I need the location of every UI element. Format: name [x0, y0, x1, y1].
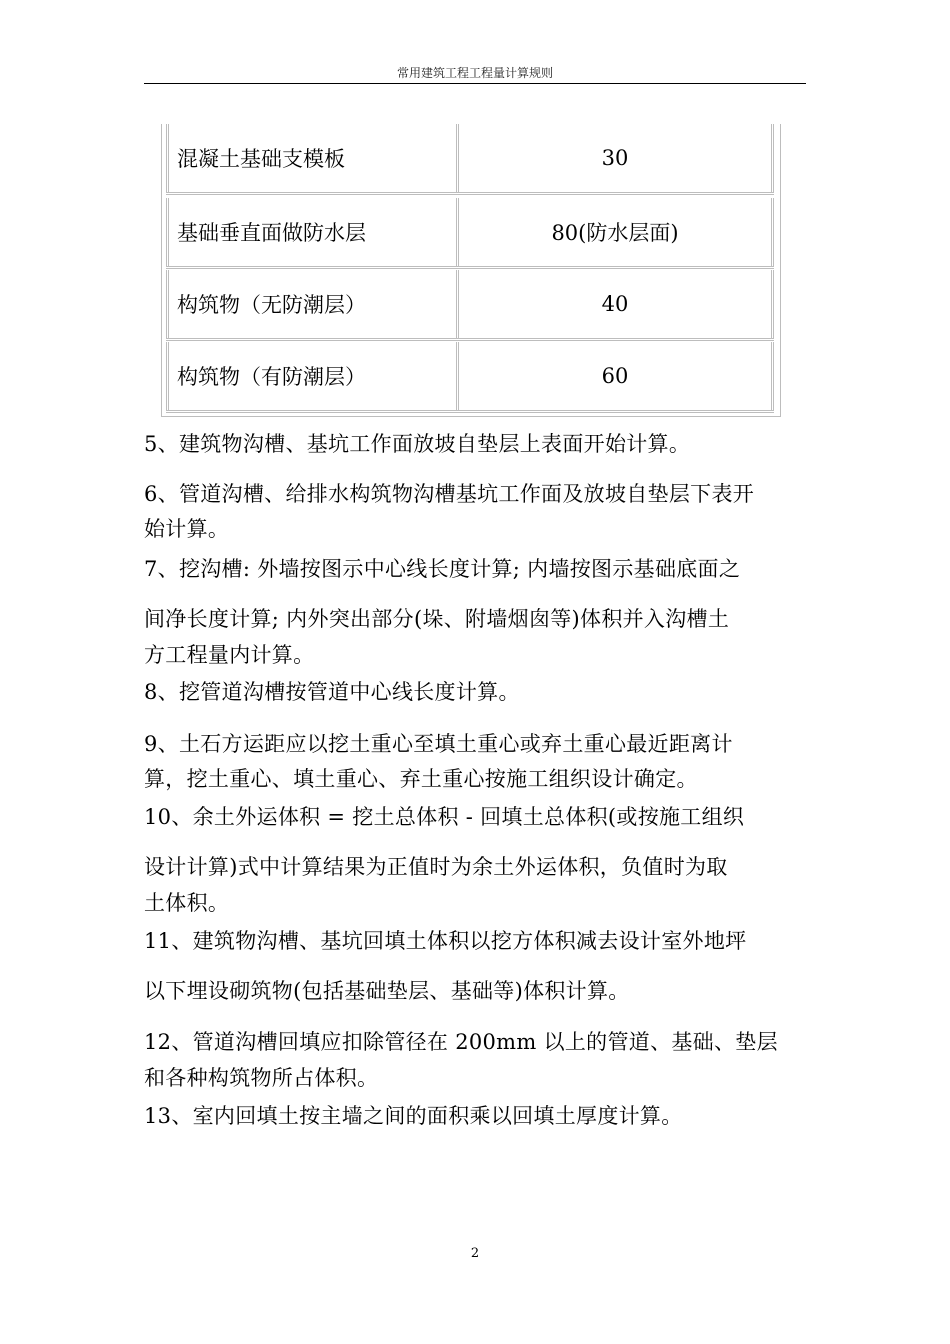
table-cell-item: 构筑物（无防潮层）	[166, 270, 454, 338]
page-number: 2	[470, 1246, 480, 1261]
rule-line: 间净长度计算; 内外突出部分(垛、附墙烟囱等)体积并入沟槽土	[144, 607, 730, 631]
rule-line: 6、管道沟槽、给排水构筑物沟槽基坑工作面及放坡自垫层下表开	[144, 482, 755, 506]
rule-line: 和各种构筑物所占体积。	[144, 1066, 379, 1090]
table-cell-item: 混凝土基础支模板	[166, 124, 454, 192]
rule-line: 以下埋设砌筑物(包括基础垫层、基础等)体积计算。	[144, 979, 630, 1003]
rule-line: 设计计算)式中计算结果为正值时为余土外运体积，负值时为取	[144, 855, 728, 879]
rule-line: 始计算。	[144, 517, 230, 541]
rule-line: 13、室内回填土按主墙之间的面积乘以回填土厚度计算。	[144, 1104, 683, 1128]
table-cell-item: 构筑物（有防潮层）	[166, 342, 454, 410]
table-row	[166, 124, 774, 195]
rule-line: 9、土石方运距应以挖土重心至填土重心或弃土重心最近距离计	[144, 732, 733, 756]
table-cell-value: 30	[456, 124, 774, 192]
rule-line: 8、挖管道沟槽按管道中心线长度计算。	[144, 680, 520, 704]
rule-line: 土体积。	[144, 891, 230, 915]
table-row	[166, 198, 774, 269]
rule-line: 11、建筑物沟槽、基坑回填土体积以挖方体积减去设计室外地坪	[144, 929, 747, 953]
running-header: 常用建筑工程工程量计算规则	[396, 66, 553, 80]
header-rule	[144, 83, 806, 84]
rule-line: 5、建筑物沟槽、基坑工作面放坡自垫层上表面开始计算。	[144, 432, 691, 456]
table-row	[166, 270, 774, 341]
table-cell-value: 40	[456, 270, 774, 338]
rule-line: 10、余土外运体积 = 挖土总体积 - 回填土总体积(或按施工组织	[144, 805, 745, 829]
table-cell-value: 60	[456, 342, 774, 410]
rule-line: 方工程量内计算。	[144, 643, 315, 667]
rule-line: 7、挖沟槽: 外墙按图示中心线长度计算; 内墙按图示基础底面之	[144, 557, 741, 581]
table-cell-item: 基础垂直面做防水层	[166, 198, 454, 266]
table-cell-value: 80(防水层面)	[456, 198, 774, 266]
table-row	[166, 342, 774, 413]
rule-line: 12、管道沟槽回填应扣除管径在 200mm 以上的管道、基础、垫层	[144, 1030, 778, 1054]
rule-line: 算，挖土重心、填土重心、弃土重心按施工组织设计确定。	[144, 767, 698, 791]
working-face-table	[161, 124, 781, 417]
